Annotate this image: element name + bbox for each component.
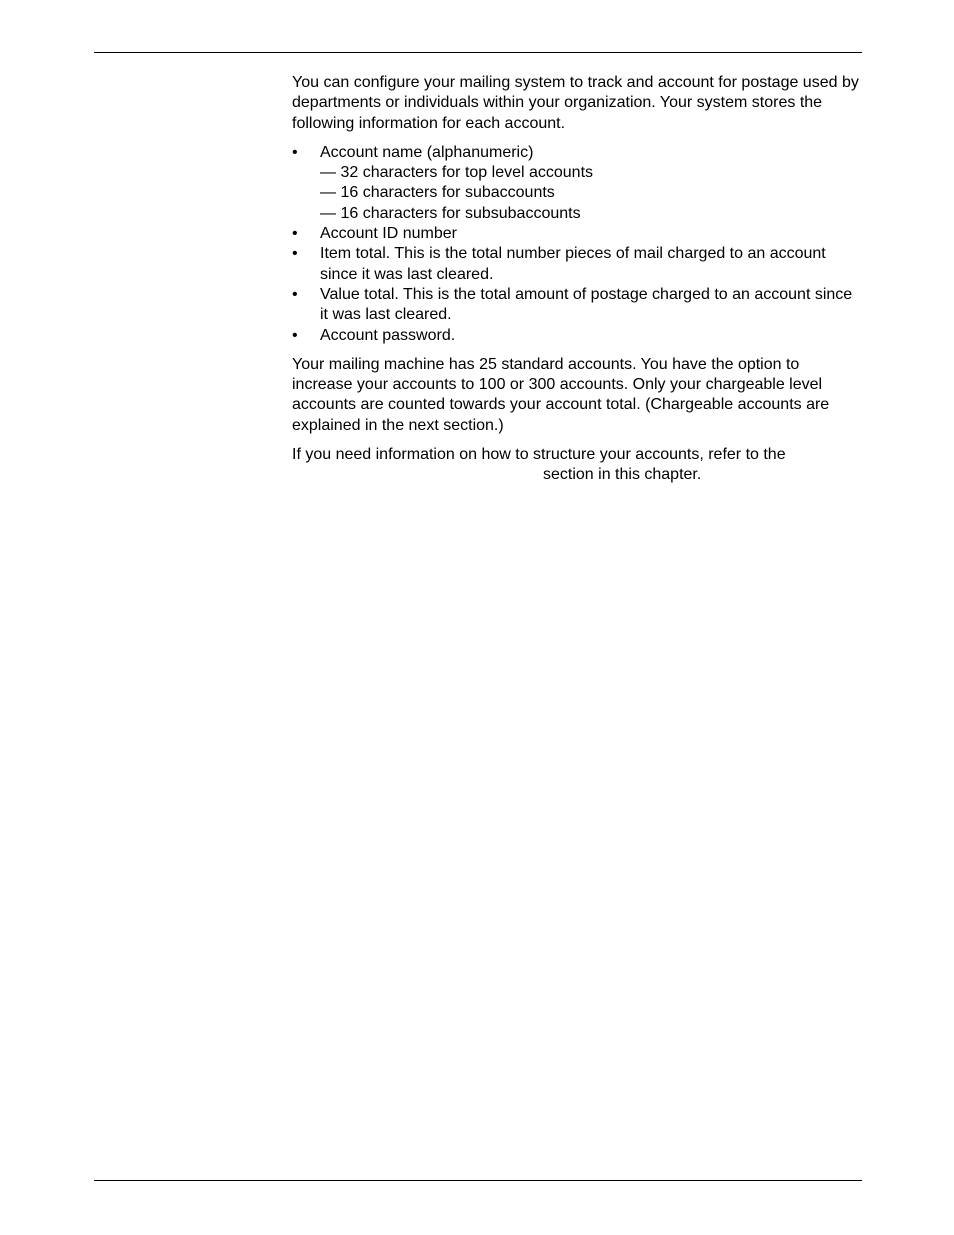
list-item-account-password [292, 326, 862, 346]
accounts-count-paragraph: Your mailing machine has 25 standard accounts. You have the option to increase your accounts to 100 or 300 accounts. Only your chargeable level accounts are counted towards your account total. (Chargeable accounts are explained in the next section.) [292, 355, 830, 434]
structure-reference-line-2: section in this chapter. [543, 466, 702, 484]
sub-item-subaccounts: — 16 characters for subaccounts [320, 184, 555, 202]
header-rule [94, 52, 862, 53]
bullet-icon: • [292, 143, 298, 161]
structure-reference-line-1: If you need information on how to structure your accounts, refer to the [292, 446, 786, 464]
intro-paragraph: You can configure your mailing system to track and account for postage used by departments or individuals within your organization. Your system stores the following information for each account. [292, 74, 859, 132]
list-item-account-name [292, 143, 862, 224]
list-item-text: Value total. This is the total amount of postage charged to an account since it was last cleared. [320, 285, 853, 324]
list-item-text: Account name (alphanumeric) [320, 143, 534, 161]
sub-item-top-level: — 32 characters for top level accounts [320, 164, 594, 182]
list-item-text: Account password. [320, 326, 456, 344]
list-item-item-total [292, 244, 862, 285]
bullet-icon: • [292, 245, 298, 263]
structure-reference-paragraph [292, 445, 862, 486]
account-info-list [292, 143, 862, 346]
sub-item-subsubaccounts: — 16 characters for subsubaccounts [320, 204, 581, 222]
list-item-text: Item total. This is the total number pieces of mail charged to an account since it was last cleared. [320, 245, 826, 283]
footer-rule [94, 1180, 862, 1181]
list-item-text: Account ID number [320, 225, 457, 243]
list-item-account-id [292, 224, 862, 244]
list-item-value-total [292, 285, 862, 326]
bullet-icon: • [292, 285, 298, 303]
bullet-icon: • [292, 225, 298, 243]
bullet-icon: • [292, 326, 298, 344]
page-body [292, 73, 862, 495]
